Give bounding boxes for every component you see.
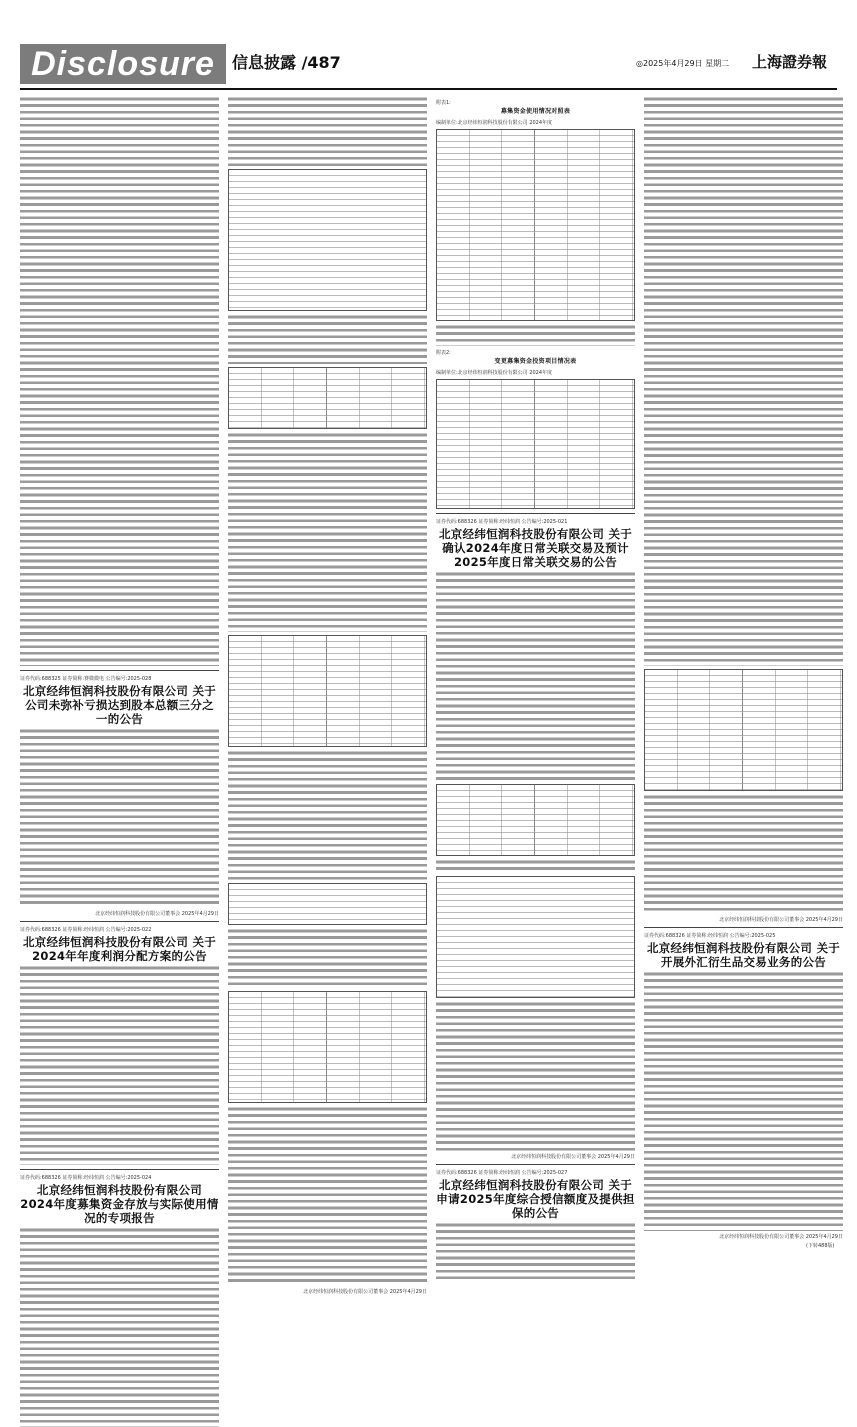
body-text — [436, 1222, 635, 1282]
divider — [644, 927, 843, 928]
article-signature: 北京经纬恒润科技股份有限公司董事会 2025年4月29日 — [511, 1154, 635, 1160]
article-header: 证券代码:688326 证券简称:经纬恒润 公告编号:2025-022 — [20, 927, 152, 933]
article-signature: 北京经纬恒润科技股份有限公司董事会 2025年4月29日 — [95, 911, 219, 917]
article-header: 证券代码:688326 证券简称:经纬恒润 公告编号:2025-021 — [436, 519, 568, 525]
issue-date: ◎2025年4月29日 星期二 — [636, 59, 730, 68]
body-text — [436, 571, 635, 781]
data-table — [228, 367, 427, 429]
body-text — [436, 324, 635, 346]
article-signature: 北京经纬恒润科技股份有限公司董事会 2025年4月29日 — [719, 917, 843, 923]
article-header: 证券代码:688326 证券简称:经纬恒润 公告编号:2025-027 — [436, 1170, 568, 1176]
data-table — [228, 991, 427, 1103]
section-logo: Disclosure — [20, 44, 226, 84]
data-table — [644, 669, 843, 791]
section-title: 信息披露 /487 — [232, 53, 341, 72]
data-table — [436, 876, 635, 998]
article-signature: 北京经纬恒润科技股份有限公司董事会 2025年4月29日 — [303, 1289, 427, 1295]
body-text — [20, 728, 219, 908]
article-title: 北京经纬恒润科技股份有限公司 关于开展外汇衍生品交易业务的公告 — [646, 941, 841, 969]
body-text — [644, 446, 843, 666]
body-text — [20, 96, 219, 666]
divider — [20, 921, 219, 922]
body-text — [228, 750, 427, 880]
article-title: 北京经纬恒润科技股份有限公司 关于2024年年度利润分配方案的公告 — [22, 935, 217, 963]
data-table — [436, 784, 635, 856]
body-text — [228, 928, 427, 988]
column-4 — [644, 96, 843, 1246]
body-text — [644, 96, 843, 446]
data-table — [228, 169, 427, 311]
body-text — [228, 96, 427, 166]
article-header: 证券代码:688326 证券简称:经纬恒润 公告编号:2025-024 — [20, 1175, 152, 1181]
masthead — [0, 0, 857, 92]
table-caption: 编制单位:北京经纬恒润科技股份有限公司 2024年度 — [436, 370, 553, 376]
data-table — [228, 883, 427, 925]
divider — [20, 670, 219, 671]
body-text — [228, 314, 427, 364]
column-1 — [20, 96, 219, 1246]
body-text — [20, 1227, 219, 1427]
divider — [436, 1164, 635, 1165]
data-table — [228, 635, 427, 747]
article-signature: 北京经纬恒润科技股份有限公司董事会 2025年4月29日 — [719, 1234, 843, 1240]
column-3 — [436, 96, 635, 1246]
data-table — [436, 129, 635, 321]
divider — [20, 1169, 219, 1170]
article-title: 北京经纬恒润科技股份有限公司 关于申请2025年度综合授信额度及提供担保的公告 — [436, 1178, 635, 1220]
article-title: 北京经纬恒润科技股份有限公司 2024年度募集资金存放与实际使用情况的专项报告 — [20, 1183, 219, 1225]
body-text — [644, 971, 843, 1231]
article-header: 证券代码:688325 证券简称:赛微微电 公告编号:2025-028 — [20, 676, 152, 682]
table-label: 附表1: — [436, 100, 451, 106]
table-title: 募集资金使用情况对照表 — [500, 108, 571, 115]
article-title: 北京经纬恒润科技股份有限公司 关于确认2024年度日常关联交易及预计2025年度日常关联交易的公告 — [438, 527, 633, 569]
divider — [436, 513, 635, 514]
body-text — [228, 1106, 427, 1286]
newspaper-name: 上海證券報 — [752, 53, 828, 71]
article-header: 证券代码:688326 证券简称:经纬恒润 公告编号:2025-025 — [644, 933, 776, 939]
table-label: 附表2: — [436, 350, 451, 356]
body-text — [436, 859, 635, 873]
masthead-rule — [20, 88, 837, 90]
body-text — [436, 1001, 635, 1151]
column-2 — [228, 96, 427, 1295]
table-caption: 编制单位:北京经纬恒润科技股份有限公司 2024年度 — [436, 120, 553, 126]
article-title: 北京经纬恒润科技股份有限公司 关于公司未弥补亏损达到股本总额三分之一的公告 — [22, 684, 217, 726]
data-table — [436, 379, 635, 509]
table-title: 变更募集资金投资项目情况表 — [494, 358, 577, 365]
body-text — [228, 432, 427, 632]
continued-note: (下转488版) — [806, 1243, 835, 1249]
body-text — [20, 965, 219, 1165]
body-text — [644, 794, 843, 914]
